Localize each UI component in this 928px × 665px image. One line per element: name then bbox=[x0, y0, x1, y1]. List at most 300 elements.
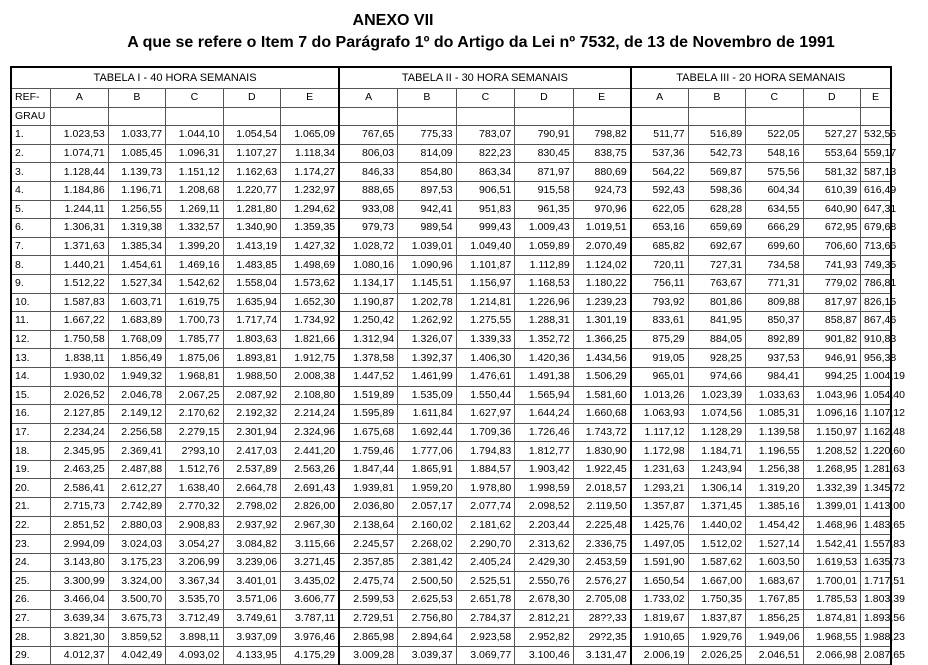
value-cell: 1.028,72 bbox=[339, 237, 398, 256]
value-cell: 2.537,89 bbox=[223, 460, 280, 479]
value-cell: 1.406,30 bbox=[456, 349, 515, 368]
value-cell: 2.453,59 bbox=[573, 553, 630, 572]
value-cell: 822,23 bbox=[456, 144, 515, 163]
value-cell: 1.231,63 bbox=[631, 460, 688, 479]
value-cell: 2.087,65 bbox=[861, 646, 891, 665]
value-cell: 4.093,02 bbox=[166, 646, 223, 665]
ref-grau-cell: 14. bbox=[11, 367, 51, 386]
value-cell: 2.475,74 bbox=[339, 572, 398, 591]
ref-grau-cell: 20. bbox=[11, 479, 51, 498]
table-row bbox=[11, 144, 891, 163]
value-cell: 2.160,02 bbox=[398, 516, 457, 535]
value-cell: 2.046,51 bbox=[746, 646, 803, 665]
col-header: D bbox=[515, 89, 574, 108]
value-cell: 1.635,73 bbox=[861, 553, 891, 572]
value-cell: 3.131,47 bbox=[573, 646, 630, 665]
table-row bbox=[11, 293, 891, 312]
value-cell: 1.667,00 bbox=[688, 572, 745, 591]
value-cell: 1.550,44 bbox=[456, 386, 515, 405]
value-cell: 1.535,09 bbox=[398, 386, 457, 405]
value-cell: 1.357,87 bbox=[631, 498, 688, 517]
value-cell: 1.269,11 bbox=[166, 200, 223, 219]
value-cell: 516,89 bbox=[688, 126, 745, 145]
value-cell: 2.880,03 bbox=[108, 516, 165, 535]
value-cell: 779,02 bbox=[803, 274, 860, 293]
value-cell: 2.203,44 bbox=[515, 516, 574, 535]
group-header-row bbox=[11, 67, 891, 89]
value-cell: 548,16 bbox=[746, 144, 803, 163]
value-cell: 1.378,58 bbox=[339, 349, 398, 368]
value-cell: 2.214,24 bbox=[281, 405, 340, 424]
value-cell: 1.930,02 bbox=[51, 367, 108, 386]
value-cell: 1.128,29 bbox=[688, 423, 745, 442]
col-header: C bbox=[456, 89, 515, 108]
value-cell: 3.821,30 bbox=[51, 628, 108, 647]
value-cell: 1.371,63 bbox=[51, 237, 108, 256]
value-cell: 1.319,38 bbox=[108, 219, 165, 238]
value-cell: 1.922,45 bbox=[573, 460, 630, 479]
value-cell: 833,61 bbox=[631, 312, 688, 331]
value-cell: 1.498,69 bbox=[281, 256, 340, 275]
value-cell: 2.149,12 bbox=[108, 405, 165, 424]
value-cell: 1.239,23 bbox=[573, 293, 630, 312]
value-cell: 4.133,95 bbox=[223, 646, 280, 665]
value-cell: 1.652,30 bbox=[281, 293, 340, 312]
value-cell: 924,73 bbox=[573, 181, 630, 200]
value-cell: 1.134,17 bbox=[339, 274, 398, 293]
col-header: E bbox=[573, 89, 630, 108]
value-cell: 1.019,51 bbox=[573, 219, 630, 238]
value-cell: 3.500,70 bbox=[108, 591, 165, 610]
value-cell: 1.591,90 bbox=[631, 553, 688, 572]
document-subtitle: A que se refere o Item 7 do Parágrafo 1º do Artigo da Lei nº 7532, de 13 de Novembro de 1991 bbox=[127, 34, 835, 51]
value-cell: 692,67 bbox=[688, 237, 745, 256]
value-cell: 3.749,61 bbox=[223, 609, 280, 628]
value-cell: 1.949,06 bbox=[746, 628, 803, 647]
value-cell: 3.606,77 bbox=[281, 591, 340, 610]
value-cell: 1.009,43 bbox=[515, 219, 574, 238]
value-cell: 956,38 bbox=[861, 349, 891, 368]
ref-grau-cell: 21. bbox=[11, 498, 51, 517]
value-cell: 2.691,43 bbox=[281, 479, 340, 498]
value-cell: 685,82 bbox=[631, 237, 688, 256]
value-cell: 2.256,58 bbox=[108, 423, 165, 442]
ref-grau-cell: 6. bbox=[11, 219, 51, 238]
value-cell: 2.008,38 bbox=[281, 367, 340, 386]
value-cell: 1.096,16 bbox=[803, 405, 860, 424]
ref-grau-cell: 9. bbox=[11, 274, 51, 293]
value-cell: 854,80 bbox=[398, 163, 457, 182]
value-cell: 1.049,40 bbox=[456, 237, 515, 256]
col-header: A bbox=[631, 89, 688, 108]
value-cell: 2.290,70 bbox=[456, 535, 515, 554]
value-cell: 1.884,57 bbox=[456, 460, 515, 479]
value-cell: 1.750,58 bbox=[51, 330, 108, 349]
value-cell: 537,36 bbox=[631, 144, 688, 163]
value-cell: 2.108,80 bbox=[281, 386, 340, 405]
value-cell: 3.976,46 bbox=[281, 628, 340, 647]
ref-grau-cell: 17. bbox=[11, 423, 51, 442]
value-cell: 1.865,91 bbox=[398, 460, 457, 479]
value-cell: 1.256,38 bbox=[746, 460, 803, 479]
value-cell: 1.519,89 bbox=[339, 386, 398, 405]
value-cell: 838,75 bbox=[573, 144, 630, 163]
value-cell: 880,69 bbox=[573, 163, 630, 182]
value-cell: 1.413,00 bbox=[861, 498, 891, 517]
value-cell: 3.143,80 bbox=[51, 553, 108, 572]
value-cell: 720,11 bbox=[631, 256, 688, 275]
value-cell: 771,31 bbox=[746, 274, 803, 293]
ref-grau-cell: 12. bbox=[11, 330, 51, 349]
value-cell: 1.767,85 bbox=[746, 591, 803, 610]
table-row bbox=[11, 312, 891, 331]
value-cell: 1.491,38 bbox=[515, 367, 574, 386]
value-cell: 1.174,27 bbox=[281, 163, 340, 182]
value-cell: 970,96 bbox=[573, 200, 630, 219]
value-cell: 1.627,97 bbox=[456, 405, 515, 424]
value-cell: 830,45 bbox=[515, 144, 574, 163]
value-cell: 1.172,98 bbox=[631, 442, 688, 461]
value-cell: 2.705,08 bbox=[573, 591, 630, 610]
value-cell: 1.743,72 bbox=[573, 423, 630, 442]
ref-grau-cell: 10. bbox=[11, 293, 51, 312]
value-cell: 1.874,81 bbox=[803, 609, 860, 628]
value-cell: 1.101,87 bbox=[456, 256, 515, 275]
ref-header bbox=[11, 89, 51, 108]
value-cell: 2.067,25 bbox=[166, 386, 223, 405]
ref-grau-cell: 2. bbox=[11, 144, 51, 163]
ref-grau-cell: 29. bbox=[11, 646, 51, 665]
value-cell: 672,95 bbox=[803, 219, 860, 238]
value-cell: 587,13 bbox=[861, 163, 891, 182]
value-cell: 1.420,36 bbox=[515, 349, 574, 368]
value-cell: 2.336,75 bbox=[573, 535, 630, 554]
value-cell: 1.202,78 bbox=[398, 293, 457, 312]
value-cell: 1.675,68 bbox=[339, 423, 398, 442]
value-cell: 814,09 bbox=[398, 144, 457, 163]
value-cell: 910,83 bbox=[861, 330, 891, 349]
value-cell: 1.281,80 bbox=[223, 200, 280, 219]
value-cell: 2.742,89 bbox=[108, 498, 165, 517]
value-cell: 951,83 bbox=[456, 200, 515, 219]
value-cell: 3.535,70 bbox=[166, 591, 223, 610]
value-cell: 1.968,55 bbox=[803, 628, 860, 647]
table-row bbox=[11, 181, 891, 200]
value-cell: 559,17 bbox=[861, 144, 891, 163]
value-cell: 1.777,06 bbox=[398, 442, 457, 461]
value-cell: 569,87 bbox=[688, 163, 745, 182]
table-row bbox=[11, 479, 891, 498]
value-cell: 734,58 bbox=[746, 256, 803, 275]
value-cell: 1.033,77 bbox=[108, 126, 165, 145]
value-cell: 2.006,19 bbox=[631, 646, 688, 665]
col-header: E bbox=[281, 89, 340, 108]
value-cell: 1.939,81 bbox=[339, 479, 398, 498]
value-cell: 1.638,40 bbox=[166, 479, 223, 498]
value-cell: 1.527,14 bbox=[746, 535, 803, 554]
value-cell: 1.385,16 bbox=[746, 498, 803, 517]
value-cell: 522,05 bbox=[746, 126, 803, 145]
value-cell: 1.468,96 bbox=[803, 516, 860, 535]
value-cell: 1.454,42 bbox=[746, 516, 803, 535]
value-cell: 942,41 bbox=[398, 200, 457, 219]
value-cell: 3.401,01 bbox=[223, 572, 280, 591]
value-cell: 2.894,64 bbox=[398, 628, 457, 647]
value-cell: 1.168,53 bbox=[515, 274, 574, 293]
value-cell: 3.859,52 bbox=[108, 628, 165, 647]
value-cell: 532,55 bbox=[861, 126, 891, 145]
value-cell: 564,22 bbox=[631, 163, 688, 182]
value-cell: 1.717,74 bbox=[223, 312, 280, 331]
table-row bbox=[11, 163, 891, 182]
table-row bbox=[11, 274, 891, 293]
value-cell: 3.787,11 bbox=[281, 609, 340, 628]
value-cell: 2.923,58 bbox=[456, 628, 515, 647]
value-cell: 1.929,76 bbox=[688, 628, 745, 647]
value-cell: 666,29 bbox=[746, 219, 803, 238]
value-cell: 1.733,02 bbox=[631, 591, 688, 610]
value-cell: 1.512,02 bbox=[688, 535, 745, 554]
value-cell: 2.324,96 bbox=[281, 423, 340, 442]
value-cell: 783,07 bbox=[456, 126, 515, 145]
value-cell: 3.271,45 bbox=[281, 553, 340, 572]
value-cell: 1.054,40 bbox=[861, 386, 891, 405]
value-cell: 1.196,71 bbox=[108, 181, 165, 200]
value-cell: 1.065,09 bbox=[281, 126, 340, 145]
value-cell: 1.139,58 bbox=[746, 423, 803, 442]
value-cell: 527,27 bbox=[803, 126, 860, 145]
value-cell: 2.865,98 bbox=[339, 628, 398, 647]
col-header: C bbox=[166, 89, 223, 108]
value-cell: 1.700,01 bbox=[803, 572, 860, 591]
value-cell: 3.009,28 bbox=[339, 646, 398, 665]
value-cell: 2.026,25 bbox=[688, 646, 745, 665]
value-cell: 1.332,57 bbox=[166, 219, 223, 238]
value-cell: 3.324,00 bbox=[108, 572, 165, 591]
value-cell: 1.968,81 bbox=[166, 367, 223, 386]
value-cell: 1.558,04 bbox=[223, 274, 280, 293]
value-cell: 1.709,36 bbox=[456, 423, 515, 442]
value-cell: 1.542,62 bbox=[166, 274, 223, 293]
value-cell: 1.611,84 bbox=[398, 405, 457, 424]
col-header: E bbox=[861, 89, 891, 108]
value-cell: 1.750,35 bbox=[688, 591, 745, 610]
value-cell: 892,89 bbox=[746, 330, 803, 349]
value-cell: 901,82 bbox=[803, 330, 860, 349]
group-header-tabela-iii: TABELA III - 20 HORA SEMANAIS bbox=[631, 67, 891, 89]
value-cell: 875,29 bbox=[631, 330, 688, 349]
value-cell: 1.184,71 bbox=[688, 442, 745, 461]
value-cell: 1.803,39 bbox=[861, 591, 891, 610]
value-cell: 1.162,63 bbox=[223, 163, 280, 182]
value-cell: 1.619,75 bbox=[166, 293, 223, 312]
value-cell: 1.768,09 bbox=[108, 330, 165, 349]
column-subheader-row bbox=[11, 107, 891, 126]
table-row bbox=[11, 516, 891, 535]
value-cell: 2.729,51 bbox=[339, 609, 398, 628]
value-cell: 1.988,23 bbox=[861, 628, 891, 647]
value-cell: 1.542,41 bbox=[803, 535, 860, 554]
value-cell: 1.306,31 bbox=[51, 219, 108, 238]
value-cell: 2.625,53 bbox=[398, 591, 457, 610]
value-cell: 989,54 bbox=[398, 219, 457, 238]
value-cell: 2.138,64 bbox=[339, 516, 398, 535]
value-cell: 2.994,09 bbox=[51, 535, 108, 554]
value-cell: 1.734,92 bbox=[281, 312, 340, 331]
value-cell: 2.576,27 bbox=[573, 572, 630, 591]
value-cell: 1.319,20 bbox=[746, 479, 803, 498]
value-cell: 1.340,90 bbox=[223, 219, 280, 238]
value-cell: 906,51 bbox=[456, 181, 515, 200]
value-cell: 1.339,33 bbox=[456, 330, 515, 349]
ref-grau-cell: 8. bbox=[11, 256, 51, 275]
ref-grau-cell: 19. bbox=[11, 460, 51, 479]
value-cell: 713,66 bbox=[861, 237, 891, 256]
value-cell: 1.440,21 bbox=[51, 256, 108, 275]
value-cell: 897,53 bbox=[398, 181, 457, 200]
value-cell: 1.847,44 bbox=[339, 460, 398, 479]
value-cell: 1.392,37 bbox=[398, 349, 457, 368]
value-cell: 3.367,34 bbox=[166, 572, 223, 591]
value-cell: 2.127,85 bbox=[51, 405, 108, 424]
value-cell: 1.085,45 bbox=[108, 144, 165, 163]
value-cell: 1.090,96 bbox=[398, 256, 457, 275]
value-cell: 2.770,32 bbox=[166, 498, 223, 517]
value-cell: 965,01 bbox=[631, 367, 688, 386]
value-cell: 2?93,10 bbox=[166, 442, 223, 461]
table-row bbox=[11, 330, 891, 349]
table-row bbox=[11, 572, 891, 591]
col-header: C bbox=[746, 89, 803, 108]
value-cell: 1.250,42 bbox=[339, 312, 398, 331]
value-cell: 1.581,60 bbox=[573, 386, 630, 405]
value-cell: 1.118,34 bbox=[281, 144, 340, 163]
value-cell: 1.352,72 bbox=[515, 330, 574, 349]
value-cell: 1.717,51 bbox=[861, 572, 891, 591]
value-cell: 1.557,83 bbox=[861, 535, 891, 554]
value-cell: 1.893,56 bbox=[861, 609, 891, 628]
value-cell: 1.497,05 bbox=[631, 535, 688, 554]
table-row bbox=[11, 200, 891, 219]
value-cell: 2.550,76 bbox=[515, 572, 574, 591]
value-cell: 1.023,39 bbox=[688, 386, 745, 405]
value-cell: 2.586,41 bbox=[51, 479, 108, 498]
value-cell: 2.851,52 bbox=[51, 516, 108, 535]
value-cell: 3.084,82 bbox=[223, 535, 280, 554]
value-cell: 1.978,80 bbox=[456, 479, 515, 498]
value-cell: 1.856,25 bbox=[746, 609, 803, 628]
table-row bbox=[11, 591, 891, 610]
value-cell: 2.487,88 bbox=[108, 460, 165, 479]
value-cell: 867,46 bbox=[861, 312, 891, 331]
table-row bbox=[11, 349, 891, 368]
value-cell: 3.039,37 bbox=[398, 646, 457, 665]
value-cell: 1.660,68 bbox=[573, 405, 630, 424]
value-cell: 1.838,11 bbox=[51, 349, 108, 368]
value-cell: 2.908,83 bbox=[166, 516, 223, 535]
value-cell: 659,69 bbox=[688, 219, 745, 238]
value-cell: 653,16 bbox=[631, 219, 688, 238]
value-cell: 3.898,11 bbox=[166, 628, 223, 647]
value-cell: 1.700,73 bbox=[166, 312, 223, 331]
value-cell: 3.024,03 bbox=[108, 535, 165, 554]
value-cell: 1.998,59 bbox=[515, 479, 574, 498]
value-cell: 1.683,89 bbox=[108, 312, 165, 331]
ref-grau-cell: 3. bbox=[11, 163, 51, 182]
value-cell: 3.239,06 bbox=[223, 553, 280, 572]
value-cell: 1.220,77 bbox=[223, 181, 280, 200]
value-cell: 2.070,49 bbox=[573, 237, 630, 256]
value-cell: 1.399,20 bbox=[166, 237, 223, 256]
value-cell: 581,32 bbox=[803, 163, 860, 182]
value-cell: 1.150,97 bbox=[803, 423, 860, 442]
value-cell: 2.678,30 bbox=[515, 591, 574, 610]
value-cell: 2.381,42 bbox=[398, 553, 457, 572]
value-cell: 542,73 bbox=[688, 144, 745, 163]
value-cell: 2.612,27 bbox=[108, 479, 165, 498]
value-cell: 622,05 bbox=[631, 200, 688, 219]
value-cell: 2.279,15 bbox=[166, 423, 223, 442]
value-cell: 3.100,46 bbox=[515, 646, 574, 665]
value-cell: 937,53 bbox=[746, 349, 803, 368]
value-cell: 2.756,80 bbox=[398, 609, 457, 628]
value-cell: 1.232,97 bbox=[281, 181, 340, 200]
value-cell: 1.345,72 bbox=[861, 479, 891, 498]
value-cell: 1.440,02 bbox=[688, 516, 745, 535]
value-cell: 2.826,00 bbox=[281, 498, 340, 517]
value-cell: 2.952,82 bbox=[515, 628, 574, 647]
value-cell: 604,34 bbox=[746, 181, 803, 200]
value-cell: 1.785,53 bbox=[803, 591, 860, 610]
value-cell: 1.512,22 bbox=[51, 274, 108, 293]
value-cell: 1.074,56 bbox=[688, 405, 745, 424]
value-cell: 3.206,99 bbox=[166, 553, 223, 572]
value-cell: 2.234,24 bbox=[51, 423, 108, 442]
table-row bbox=[11, 219, 891, 238]
table-row bbox=[11, 609, 891, 628]
value-cell: 640,90 bbox=[803, 200, 860, 219]
value-cell: 1.214,81 bbox=[456, 293, 515, 312]
value-cell: 1.059,89 bbox=[515, 237, 574, 256]
grau-header: GRAU bbox=[11, 107, 51, 126]
value-cell: 1.565,94 bbox=[515, 386, 574, 405]
value-cell: 2.784,37 bbox=[456, 609, 515, 628]
value-cell: 1.151,12 bbox=[166, 163, 223, 182]
table-row bbox=[11, 535, 891, 554]
value-cell: 1.959,20 bbox=[398, 479, 457, 498]
value-cell: 1.243,94 bbox=[688, 460, 745, 479]
table-row bbox=[11, 460, 891, 479]
value-cell: 3.639,34 bbox=[51, 609, 108, 628]
value-cell: 1.454,61 bbox=[108, 256, 165, 275]
ref-grau-cell: 26. bbox=[11, 591, 51, 610]
value-cell: 3.300,99 bbox=[51, 572, 108, 591]
group-header-tabela-i: TABELA I - 40 HORA SEMANAIS bbox=[11, 67, 339, 89]
value-cell: 2.036,80 bbox=[339, 498, 398, 517]
value-cell: 2.057,17 bbox=[398, 498, 457, 517]
value-cell: 2.525,51 bbox=[456, 572, 515, 591]
ref-grau-cell: 13. bbox=[11, 349, 51, 368]
table-row bbox=[11, 442, 891, 461]
value-cell: 1.013,26 bbox=[631, 386, 688, 405]
value-cell: 1.180,22 bbox=[573, 274, 630, 293]
value-cell: 961,35 bbox=[515, 200, 574, 219]
group-header-tabela-ii: TABELA II - 30 HORA SEMANAIS bbox=[339, 67, 631, 89]
value-cell: 1.326,07 bbox=[398, 330, 457, 349]
value-cell: 2.357,85 bbox=[339, 553, 398, 572]
table-row bbox=[11, 405, 891, 424]
value-cell: 1.587,62 bbox=[688, 553, 745, 572]
